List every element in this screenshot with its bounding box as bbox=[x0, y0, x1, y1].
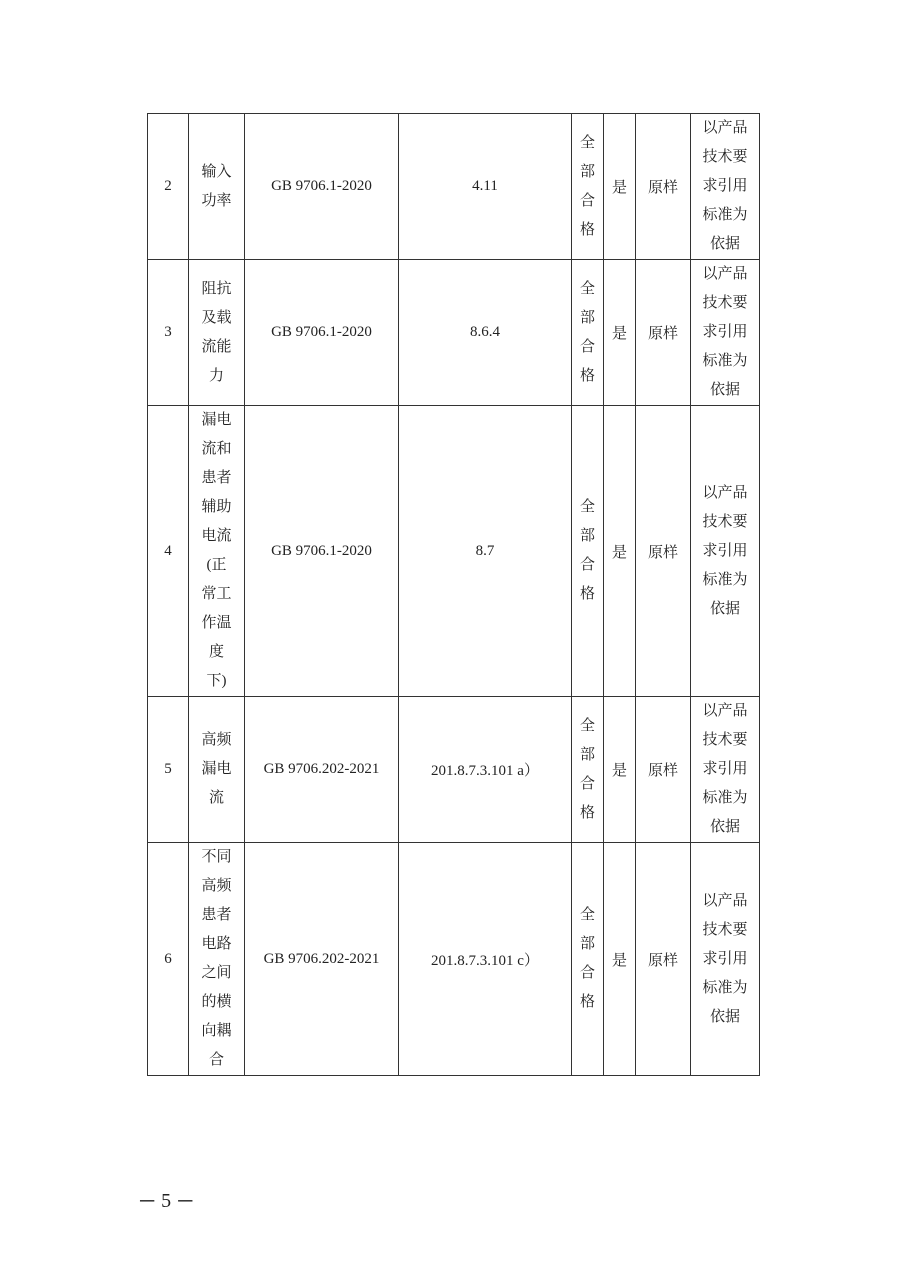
table-row bbox=[148, 697, 760, 843]
basis: 以产品技术要求引用标准为依据 bbox=[702, 120, 748, 252]
sample-state: 原样 bbox=[636, 406, 691, 697]
standard: GB 9706.202-2021 bbox=[245, 697, 399, 843]
result: 全部合格 bbox=[579, 499, 595, 602]
standard: GB 9706.202-2021 bbox=[245, 843, 399, 1076]
sample-state: 原样 bbox=[636, 843, 691, 1076]
clause: 201.8.7.3.101 c） bbox=[399, 843, 572, 1076]
basis: 以产品技术要求引用标准为依据 bbox=[702, 484, 748, 617]
table-row bbox=[148, 260, 760, 406]
table-row bbox=[148, 114, 760, 260]
standard: GB 9706.1-2020 bbox=[245, 406, 399, 697]
row-number: 6 bbox=[148, 843, 189, 1076]
test-item: 输入功率 bbox=[201, 163, 232, 209]
basis: 以产品技术要求引用标准为依据 bbox=[702, 892, 748, 1025]
clause: 8.7 bbox=[399, 406, 572, 697]
conformity: 是 bbox=[604, 697, 636, 843]
test-item: 不同高频患者电路之间的横向耦合 bbox=[201, 849, 232, 1068]
result: 全部合格 bbox=[579, 134, 595, 238]
clause: 4.11 bbox=[399, 114, 572, 260]
row-number: 5 bbox=[148, 697, 189, 843]
sample-state: 原样 bbox=[636, 114, 691, 260]
page-number: ─ 5 ─ bbox=[140, 1190, 194, 1212]
conformity: 是 bbox=[604, 843, 636, 1076]
clause: 8.6.4 bbox=[399, 260, 572, 406]
test-item: 高频漏电流 bbox=[201, 732, 232, 806]
test-item: 阻抗及载流能力 bbox=[201, 280, 232, 384]
result: 全部合格 bbox=[579, 717, 595, 821]
table-row bbox=[148, 843, 760, 1076]
inspection-results-table bbox=[147, 113, 760, 1076]
standard: GB 9706.1-2020 bbox=[245, 260, 399, 406]
standard: GB 9706.1-2020 bbox=[245, 114, 399, 260]
conformity: 是 bbox=[604, 114, 636, 260]
row-number: 2 bbox=[148, 114, 189, 260]
table-row bbox=[148, 406, 760, 697]
clause: 201.8.7.3.101 a） bbox=[399, 697, 572, 843]
test-item: 漏电流和患者辅助电流(正常工作温度下) bbox=[201, 412, 232, 689]
row-number: 3 bbox=[148, 260, 189, 406]
basis: 以产品技术要求引用标准为依据 bbox=[702, 266, 748, 398]
conformity: 是 bbox=[604, 260, 636, 406]
row-number: 4 bbox=[148, 406, 189, 697]
result: 全部合格 bbox=[579, 907, 595, 1010]
conformity: 是 bbox=[604, 406, 636, 697]
result: 全部合格 bbox=[579, 280, 595, 384]
sample-state: 原样 bbox=[636, 260, 691, 406]
sample-state: 原样 bbox=[636, 697, 691, 843]
basis: 以产品技术要求引用标准为依据 bbox=[702, 703, 748, 835]
